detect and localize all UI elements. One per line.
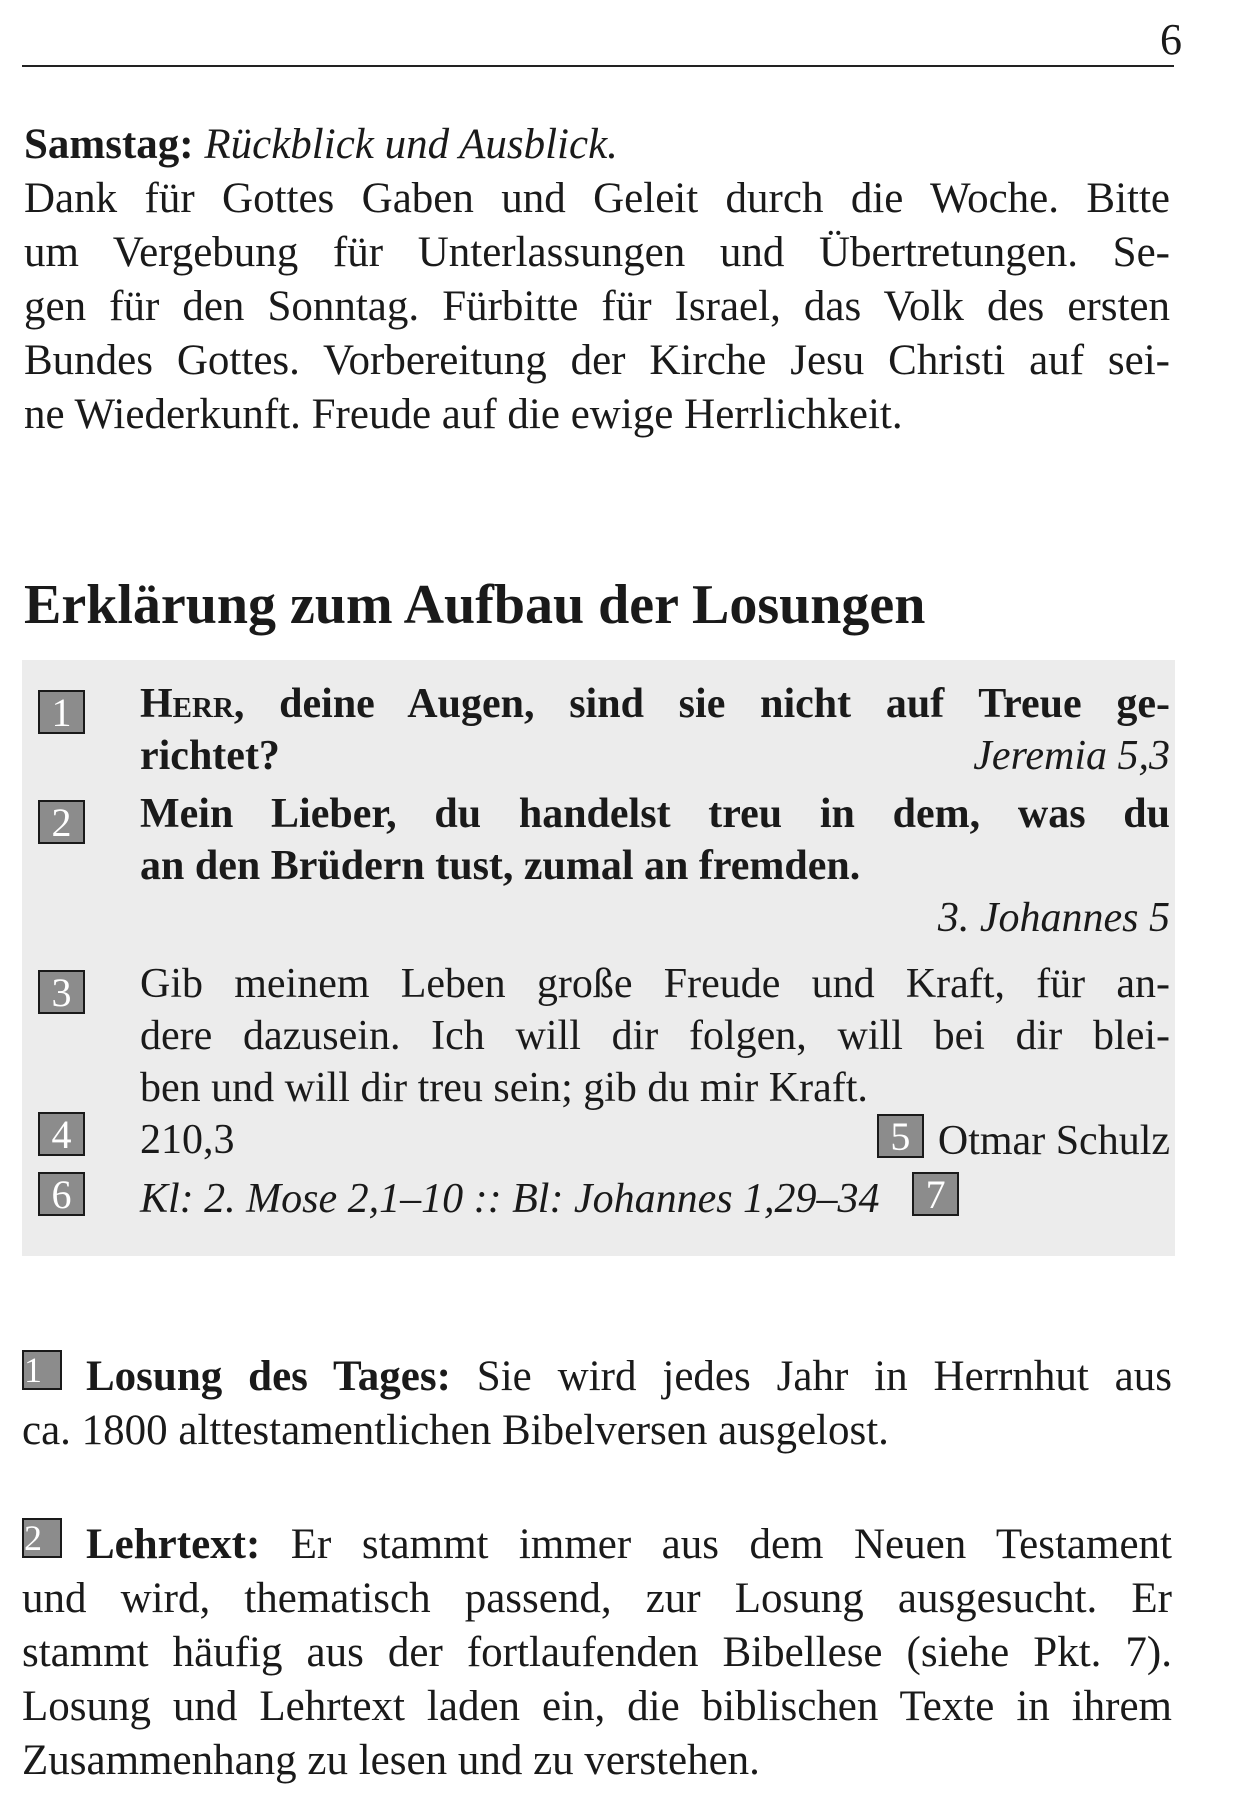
page-number: 6: [1160, 15, 1182, 64]
verse-line-2: dere dazusein. Ich will dir folgen, will bei dir blei-: [140, 1013, 1170, 1059]
losung-line-1: [140, 678, 1170, 730]
losung-text-2: richtet?: [140, 733, 280, 779]
readings-line: [140, 1172, 1170, 1225]
day-topic: Rückblick und Ausblick.: [204, 121, 618, 168]
lehrtext-line-1: Mein Lieber, du handelst treu in dem, was du: [140, 791, 1170, 837]
marker-4: 4: [38, 1112, 85, 1156]
explanation-text: Er stammt immer aus dem Neuen Testament: [260, 1521, 1172, 1568]
saturday-heading: [24, 118, 1170, 172]
explanation-label: Losung des Tages:: [86, 1353, 451, 1400]
losung-reference: Jeremia 5,3: [973, 733, 1170, 779]
explanation-marker-1: 1: [22, 1350, 62, 1390]
losung-lord: Herr: [140, 681, 234, 727]
explanation-line: stammt häufig aus der fortlaufenden Bibellese (siehe Pkt. 7).: [22, 1629, 1172, 1676]
marker-3: 3: [38, 970, 85, 1014]
header-rule: [22, 65, 1174, 67]
hymn-author-line: [140, 1114, 1170, 1166]
saturday-line: Bundes Gottes. Vorbereitung der Kirche Jesu Christi auf sei-: [24, 337, 1170, 384]
explanation-label: Lehrtext:: [86, 1521, 261, 1568]
marker-6: 6: [38, 1172, 85, 1216]
explanation-line: [22, 1518, 1172, 1572]
author-group: [877, 1114, 1170, 1167]
saturday-line: um Vergebung für Unterlassungen und Übertretungen. Se-: [24, 229, 1170, 276]
explanation-line: und wird, thematisch passend, zur Losung ausgesucht. Er: [22, 1575, 1172, 1622]
lehrtext-line-2: an den Brüdern tust, zumal an fremden.: [140, 843, 861, 889]
saturday-paragraph: [24, 118, 1170, 442]
marker-7: 7: [912, 1172, 959, 1216]
sample-entry-box: [22, 660, 1175, 1256]
verse-line-1: Gib meinem Leben große Freude und Kraft, für an-: [140, 961, 1170, 1007]
day-label: Samstag:: [24, 121, 194, 168]
readings-text: Kl: 2. Mose 2,1–10 :: Bl: Johannes 1,29–34: [140, 1176, 880, 1222]
explanation-line: Zusammenhang zu lesen und zu verstehen.: [22, 1737, 760, 1784]
explanation-line: ca. 1800 alttestamentlichen Bibelversen ausgelost.: [22, 1407, 889, 1454]
marker-5: 5: [877, 1114, 924, 1158]
saturday-line: ne Wiederkunft. Freude auf die ewige Herrlichkeit.: [24, 391, 903, 438]
section-title: Erklärung zum Aufbau der Losungen: [24, 574, 926, 636]
explanation-line: Losung und Lehrtext laden ein, die biblischen Texte in ihrem: [22, 1683, 1172, 1730]
losung-text-1: , deine Augen, sind sie nicht auf Treue ge-: [233, 681, 1170, 727]
verse-line-3: ben und will dir treu sein; gib du mir Kraft.: [140, 1065, 868, 1111]
hymn-number: 210,3: [140, 1117, 235, 1163]
author-name: Otmar Schulz: [937, 1118, 1170, 1164]
marker-1: 1: [38, 690, 85, 734]
explanation-losung: [22, 1350, 1172, 1458]
saturday-line: gen für den Sonntag. Fürbitte für Israel, das Volk des ersten: [24, 283, 1170, 330]
marker-2: 2: [38, 800, 85, 844]
explanation-lehrtext: [22, 1518, 1172, 1788]
saturday-line: Dank für Gottes Gaben und Geleit durch die Woche. Bitte: [24, 175, 1170, 222]
explanation-marker-2: 2: [22, 1518, 62, 1558]
losung-line-2: [140, 730, 1170, 782]
explanation-text: Sie wird jedes Jahr in Herrnhut aus: [450, 1353, 1172, 1400]
lehrtext-reference: 3. Johannes 5: [937, 895, 1170, 941]
explanation-line: [22, 1350, 1172, 1404]
